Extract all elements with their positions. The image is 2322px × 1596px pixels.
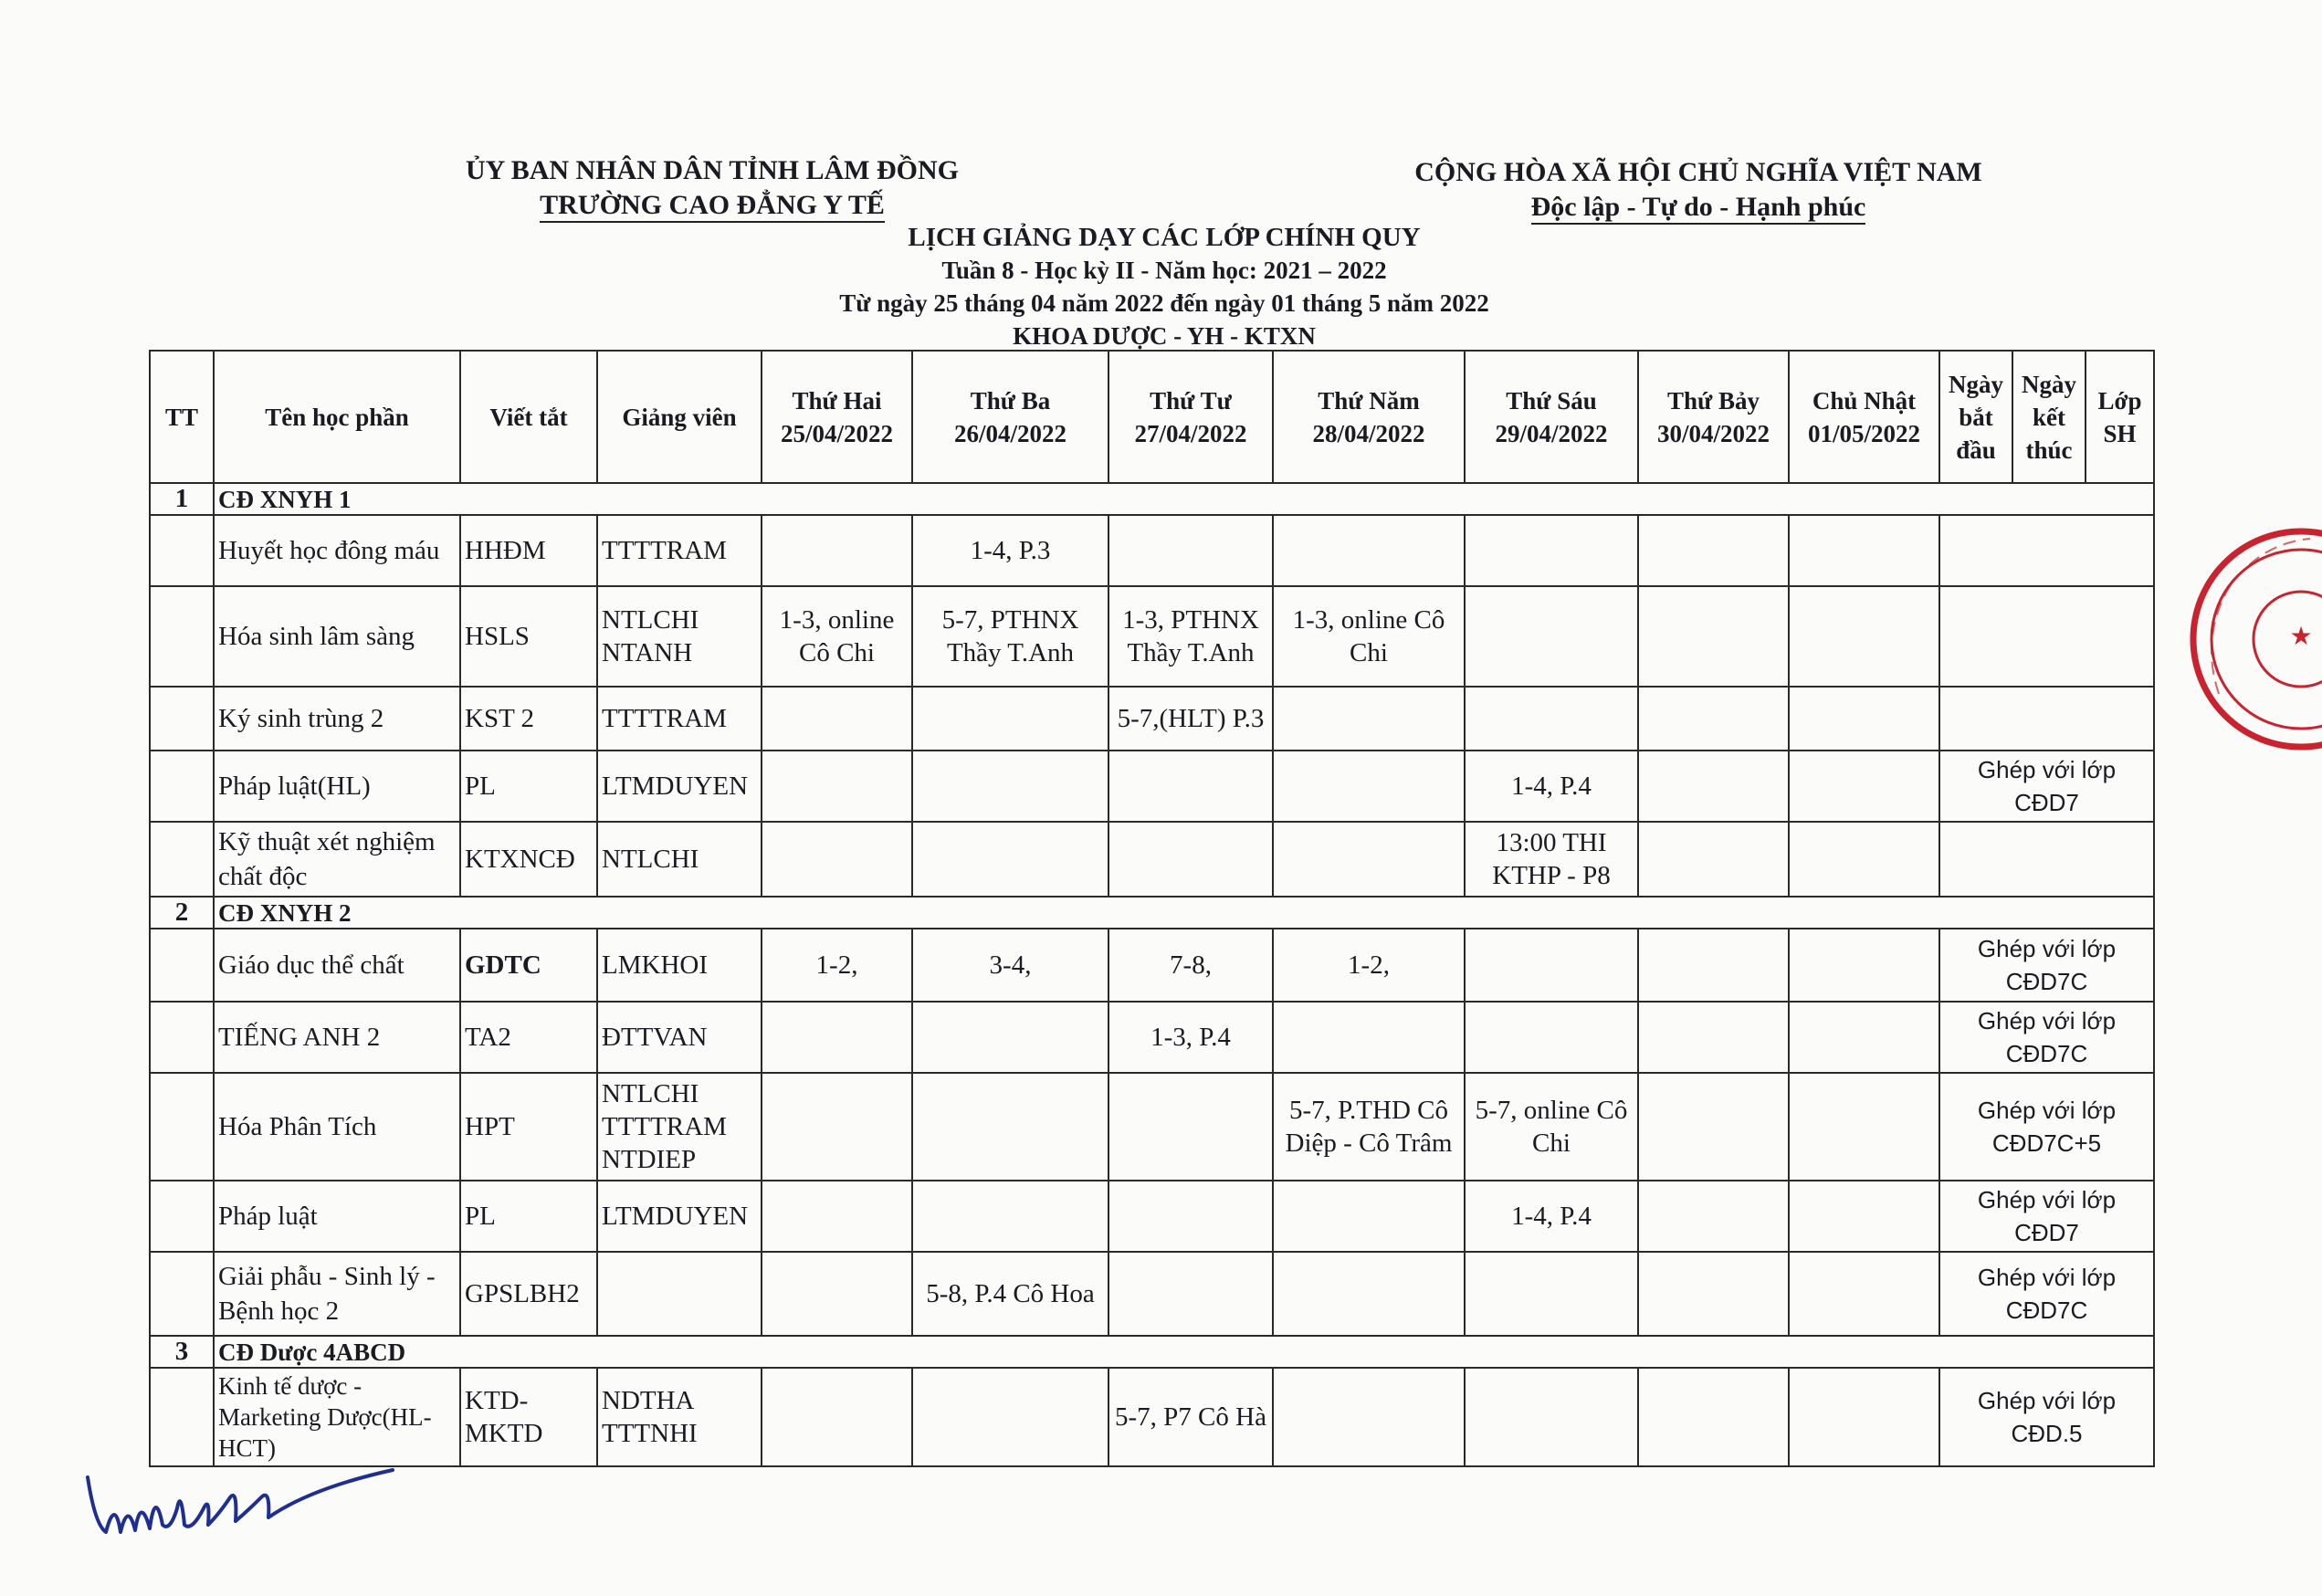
table-row [150, 515, 2154, 586]
lecturer: ĐTTVAN [597, 1002, 762, 1073]
course-name: TIẾNG ANH 2 [214, 1002, 460, 1073]
nation-motto-line1: CỘNG HÒA XÃ HỘI CHỦ NGHĨA VIỆT NAM [1414, 157, 1982, 187]
tt-cell [150, 929, 214, 1002]
day-cell [1638, 1252, 1789, 1336]
tt-cell [150, 515, 214, 586]
col-tt: TT [150, 351, 214, 483]
day-cell [762, 1252, 912, 1336]
day-cell [762, 687, 912, 751]
day-cell [1789, 1181, 1939, 1252]
day-cell [1465, 586, 1638, 687]
course-abbr: HPT [460, 1073, 597, 1181]
col-course: Tên học phần [214, 351, 460, 483]
day-cell [1108, 1073, 1273, 1181]
day-cell: 1-4, P.3 [912, 515, 1108, 586]
lecturer: LMKHOI [597, 929, 762, 1002]
course-name: Giáo dục thể chất [214, 929, 460, 1002]
header-row [150, 351, 2154, 483]
day-cell [912, 1002, 1108, 1073]
day-cell: 1-2, [762, 929, 912, 1002]
day-cell: 1-2, [1273, 929, 1465, 1002]
group-number: 1 [150, 483, 214, 515]
group-name: CĐ XNYH 1 [214, 483, 2154, 515]
faculty-line: KHOA DƯỢC - YH - KTXN [1013, 322, 1316, 350]
day-cell: 5-7, P.THD Cô Diệp - Cô Trâm [1273, 1073, 1465, 1181]
day-cell [1789, 586, 1939, 687]
day-cell [1638, 751, 1789, 822]
day-cell [1638, 822, 1789, 897]
day-cell [1465, 929, 1638, 1002]
col-day: Chủ Nhật 01/05/2022 [1789, 351, 1939, 483]
col-day: Thứ Sáu 29/04/2022 [1465, 351, 1638, 483]
merge-note: Ghép với lớp CĐD7C+5 [1939, 1073, 2154, 1181]
table-row [150, 822, 2154, 897]
day-cell [1638, 515, 1789, 586]
day-cell [912, 1368, 1108, 1466]
lecturer [597, 1252, 762, 1336]
course-abbr: HHĐM [460, 515, 597, 586]
day-cell: 3-4, [912, 929, 1108, 1002]
course-abbr: KTD-MKTD [460, 1368, 597, 1466]
day-cell [762, 1073, 912, 1181]
group-row [150, 897, 2154, 929]
day-cell [1789, 1368, 1939, 1466]
table-row [150, 1002, 2154, 1073]
course-abbr: KTXNCĐ [460, 822, 597, 897]
day-cell [1465, 1252, 1638, 1336]
day-cell [1638, 687, 1789, 751]
day-cell [912, 687, 1108, 751]
week-line: Tuần 8 - Học kỳ II - Năm học: 2021 – 2022 [941, 257, 1387, 284]
tt-cell [150, 687, 214, 751]
day-cell [1789, 751, 1939, 822]
merge-note: Ghép với lớp CĐD7C [1939, 1252, 2154, 1336]
document-title: LỊCH GIẢNG DẠY CÁC LỚP CHÍNH QUY [908, 223, 1421, 252]
lecturer: TTTTRAM [597, 515, 762, 586]
col-day: Thứ Ba 26/04/2022 [912, 351, 1108, 483]
day-cell [762, 751, 912, 822]
day-cell [1108, 822, 1273, 897]
day-cell [912, 1073, 1108, 1181]
day-cell [1108, 1252, 1273, 1336]
day-cell: 1-4, P.4 [1465, 751, 1638, 822]
day-cell [1789, 1002, 1939, 1073]
group-number: 3 [150, 1336, 214, 1368]
day-cell [762, 822, 912, 897]
nation-motto-line2: Độc lập - Tự do - Hạnh phúc [1531, 192, 1866, 225]
course-name: Pháp luật(HL) [214, 751, 460, 822]
svg-text:★: ★ [2289, 621, 2313, 651]
course-name: Huyết học đông máu [214, 515, 460, 586]
course-abbr: GPSLBH2 [460, 1252, 597, 1336]
merge-note: Ghép với lớp CĐD7C [1939, 1002, 2154, 1073]
table-row [150, 1368, 2154, 1466]
course-name: Kinh tế dược - Marketing Dược(HL-HCT) [214, 1368, 460, 1466]
lecturer: TTTTRAM [597, 687, 762, 751]
document-titles [548, 221, 1781, 352]
lecturer: NDTHA TTTNHI [597, 1368, 762, 1466]
day-cell [762, 1368, 912, 1466]
course-abbr: PL [460, 1181, 597, 1252]
day-cell [1465, 687, 1638, 751]
day-cell: 5-7,(HLT) P.3 [1108, 687, 1273, 751]
course-name: Giải phẫu - Sinh lý - Bệnh học 2 [214, 1252, 460, 1336]
merge-note [1939, 687, 2154, 751]
table-row [150, 751, 2154, 822]
day-cell [1789, 515, 1939, 586]
day-cell [912, 1181, 1108, 1252]
day-cell [1108, 515, 1273, 586]
merge-note [1939, 822, 2154, 897]
day-cell [1638, 586, 1789, 687]
day-cell: 1-3, online Cô Chi [1273, 586, 1465, 687]
course-name: Pháp luật [214, 1181, 460, 1252]
date-range-line: Từ ngày 25 tháng 04 năm 2022 đến ngày 01 tháng 5 năm 2022 [839, 289, 1489, 317]
day-cell [762, 515, 912, 586]
table-row [150, 1073, 2154, 1181]
day-cell [1638, 1073, 1789, 1181]
col-lecturer: Giảng viên [597, 351, 762, 483]
course-name: Hóa Phân Tích [214, 1073, 460, 1181]
day-cell [1273, 822, 1465, 897]
day-cell [1273, 1181, 1465, 1252]
course-name: Ký sinh trùng 2 [214, 687, 460, 751]
day-cell [1789, 822, 1939, 897]
lecturer: LTMDUYEN [597, 1181, 762, 1252]
day-cell [1638, 929, 1789, 1002]
org-name-line1: ỦY BAN NHÂN DÂN TỈNH LÂM ĐỒNG [465, 155, 959, 185]
day-cell: 5-8, P.4 Cô Hoa [912, 1252, 1108, 1336]
org-name-line2: TRƯỜNG CAO ĐẲNG Y TẾ [540, 190, 885, 223]
day-cell [762, 1181, 912, 1252]
day-cell [1789, 687, 1939, 751]
tt-cell [150, 1368, 214, 1466]
signature [82, 1461, 411, 1543]
day-cell [1789, 929, 1939, 1002]
day-cell [1465, 515, 1638, 586]
col-day: Thứ Năm 28/04/2022 [1273, 351, 1465, 483]
day-cell [1789, 1073, 1939, 1181]
col-day: Thứ Hai 25/04/2022 [762, 351, 912, 483]
table-row [150, 929, 2154, 1002]
day-cell [1638, 1181, 1789, 1252]
col-day: Thứ Bảy 30/04/2022 [1638, 351, 1789, 483]
tt-cell [150, 1252, 214, 1336]
course-abbr: KST 2 [460, 687, 597, 751]
day-cell [762, 1002, 912, 1073]
merge-note: Ghép với lớp CĐD7 [1939, 751, 2154, 822]
national-header [1406, 155, 1991, 225]
tt-cell [150, 586, 214, 687]
day-cell [1273, 1368, 1465, 1466]
tt-cell [150, 751, 214, 822]
day-cell [1273, 751, 1465, 822]
lecturer: NTLCHI NTANH [597, 586, 762, 687]
merge-note [1939, 586, 2154, 687]
table-row [150, 687, 2154, 751]
col-end-date: Ngày kết thúc [2012, 351, 2086, 483]
group-row [150, 483, 2154, 515]
col-class: Lớp SH [2086, 351, 2154, 483]
group-name: CĐ Dược 4ABCD [214, 1336, 2154, 1368]
lecturer: NTLCHI [597, 822, 762, 897]
course-abbr: PL [460, 751, 597, 822]
course-abbr: TA2 [460, 1002, 597, 1073]
day-cell: 7-8, [1108, 929, 1273, 1002]
course-name: Kỹ thuật xét nghiệm chất độc [214, 822, 460, 897]
day-cell [1273, 1002, 1465, 1073]
day-cell [1465, 1002, 1638, 1073]
day-cell [912, 822, 1108, 897]
course-abbr: GDTC [460, 929, 597, 1002]
table-row [150, 1252, 2154, 1336]
col-day: Thứ Tư 27/04/2022 [1108, 351, 1273, 483]
day-cell [1465, 1368, 1638, 1466]
day-cell [1638, 1368, 1789, 1466]
merge-note: Ghép với lớp CĐD7 [1939, 1181, 2154, 1252]
group-row [150, 1336, 2154, 1368]
tt-cell [150, 1073, 214, 1181]
day-cell [912, 751, 1108, 822]
day-cell [1638, 1002, 1789, 1073]
merge-note: Ghép với lớp CĐD.5 [1939, 1368, 2154, 1466]
lecturer: NTLCHI TTTTRAM NTDIEP [597, 1073, 762, 1181]
table-row [150, 1181, 2154, 1252]
tt-cell [150, 1002, 214, 1073]
day-cell [1273, 687, 1465, 751]
day-cell [1108, 751, 1273, 822]
tt-cell [150, 822, 214, 897]
course-abbr: HSLS [460, 586, 597, 687]
day-cell: 5-7, online Cô Chi [1465, 1073, 1638, 1181]
official-seal [2182, 520, 2322, 758]
schedule-table [149, 350, 2155, 1467]
table-row [150, 586, 2154, 687]
col-abbr: Viết tắt [460, 351, 597, 483]
day-cell: 1-4, P.4 [1465, 1181, 1638, 1252]
day-cell: 1-3, online Cô Chi [762, 586, 912, 687]
day-cell [1108, 1181, 1273, 1252]
merge-note: Ghép với lớp CĐD7C [1939, 929, 2154, 1002]
day-cell [1273, 515, 1465, 586]
group-number: 2 [150, 897, 214, 929]
lecturer: LTMDUYEN [597, 751, 762, 822]
day-cell: 5-7, PTHNX Thầy T.Anh [912, 586, 1108, 687]
merge-note [1939, 515, 2154, 586]
day-cell [1273, 1252, 1465, 1336]
day-cell: 1-3, P.4 [1108, 1002, 1273, 1073]
course-name: Hóa sinh lâm sàng [214, 586, 460, 687]
tt-cell [150, 1181, 214, 1252]
organization-header [457, 153, 968, 223]
col-start-date: Ngày bắt đầu [1939, 351, 2012, 483]
day-cell: 13:00 THI KTHP - P8 [1465, 822, 1638, 897]
group-name: CĐ XNYH 2 [214, 897, 2154, 929]
day-cell: 5-7, P7 Cô Hà [1108, 1368, 1273, 1466]
day-cell [1789, 1252, 1939, 1336]
day-cell: 1-3, PTHNX Thầy T.Anh [1108, 586, 1273, 687]
